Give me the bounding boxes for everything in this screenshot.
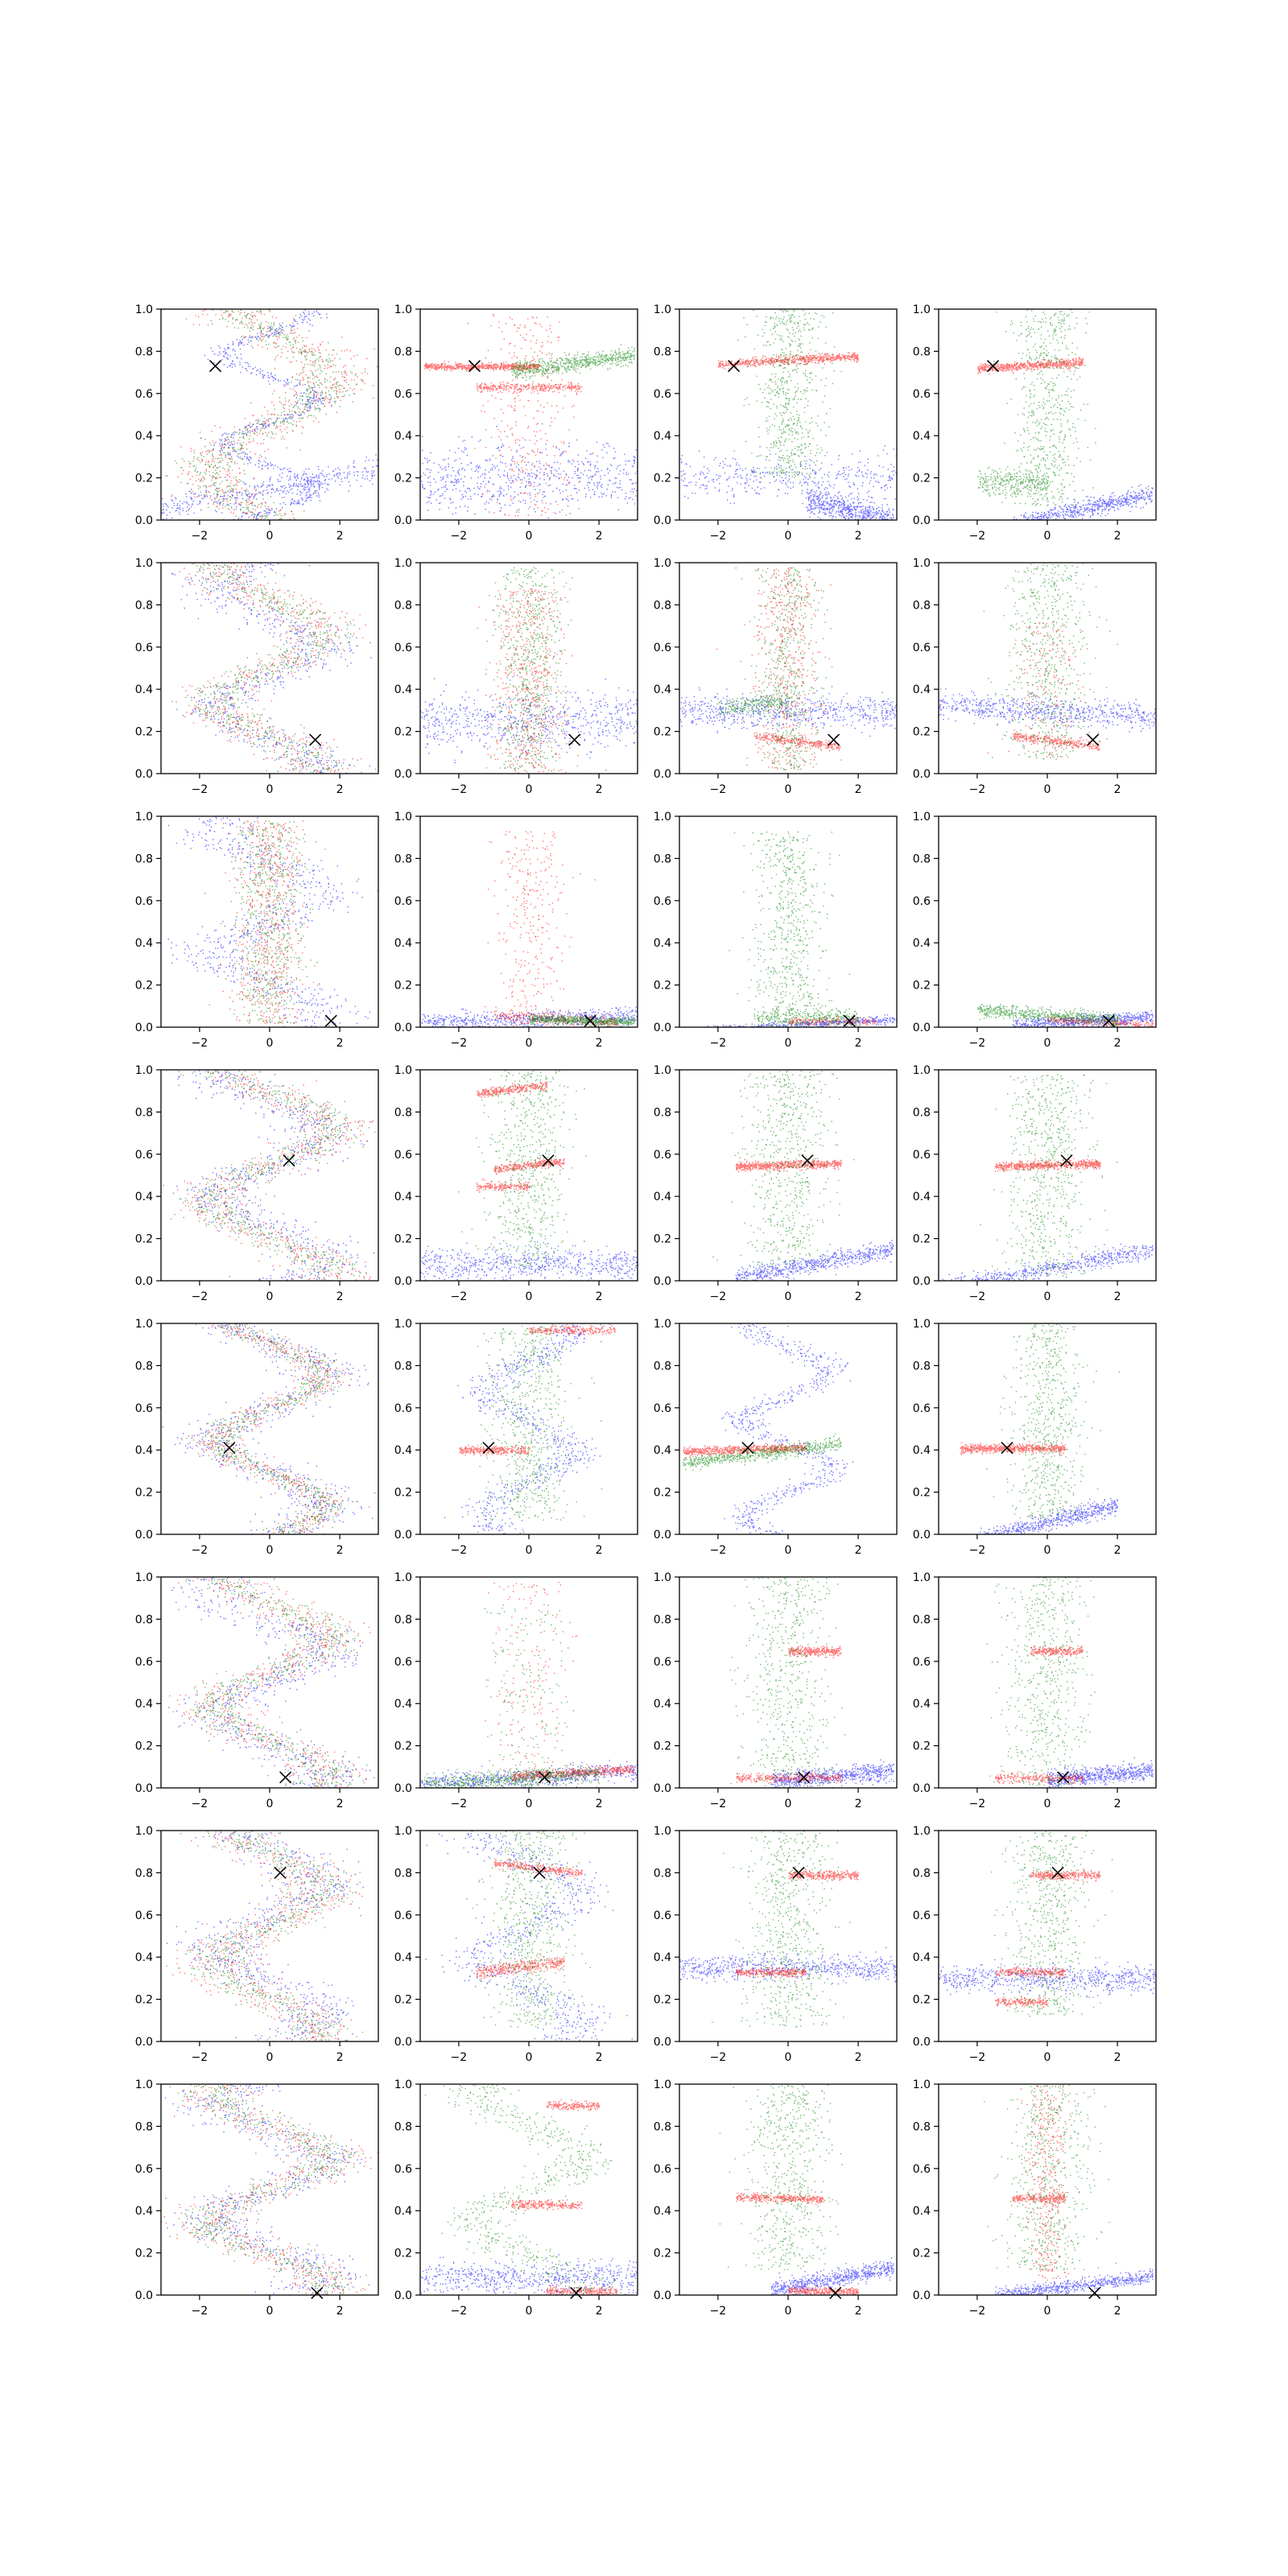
y-tick-label: 0.2 <box>394 1232 412 1246</box>
x-tick-label: 0 <box>525 2305 533 2318</box>
y-tick-label: 0.0 <box>134 768 153 781</box>
x-tick-label: 2 <box>1113 1290 1121 1303</box>
x-tick-label: 2 <box>854 2051 862 2064</box>
x-tick-label: −2 <box>968 783 986 796</box>
y-tick-label: 0.4 <box>653 1698 671 1711</box>
y-tick-label: 0.0 <box>134 514 153 527</box>
y-tick-label: 1.0 <box>653 1825 671 1838</box>
y-tick-label: 0.0 <box>394 514 412 527</box>
y-tick-label: 0.4 <box>653 1191 671 1204</box>
y-tick-label: 0.8 <box>134 599 153 613</box>
y-tick-label: 0.6 <box>394 894 412 908</box>
y-tick-label: 0.4 <box>394 1191 412 1204</box>
x-tick-label: −2 <box>450 1798 468 1810</box>
x-tick-label: 0 <box>266 2051 274 2064</box>
y-tick-label: 1.0 <box>134 1825 153 1838</box>
y-tick-label: 0.2 <box>653 979 671 993</box>
x-tick-label: 2 <box>1113 1037 1121 1050</box>
y-tick-label: 0.8 <box>653 1867 671 1880</box>
y-tick-label: 1.0 <box>653 303 671 316</box>
y-tick-label: 1.0 <box>653 1318 671 1331</box>
y-tick-label: 0.2 <box>134 725 153 739</box>
x-tick-label: 2 <box>1113 2305 1121 2318</box>
x-tick-label: 0 <box>1043 1798 1051 1810</box>
y-tick-label: 1.0 <box>134 2079 153 2091</box>
y-tick-label: 0.4 <box>653 683 671 697</box>
y-tick-label: 0.6 <box>912 641 931 654</box>
x-tick-label: 2 <box>854 1290 862 1303</box>
x-tick-label: 0 <box>784 530 792 543</box>
y-tick-label: 1.0 <box>394 811 412 824</box>
y-tick-label: 0.0 <box>394 1022 412 1034</box>
y-tick-label: 1.0 <box>912 2079 931 2091</box>
x-tick-label: 2 <box>336 2305 344 2318</box>
x-tick-label: −2 <box>968 1544 986 1557</box>
y-tick-label: 0.0 <box>394 1782 412 1795</box>
y-tick-label: 1.0 <box>912 1571 931 1584</box>
y-tick-label: 1.0 <box>134 1571 153 1584</box>
y-tick-label: 0.2 <box>134 1993 153 2007</box>
y-tick-label: 0.6 <box>134 2162 153 2176</box>
x-tick-label: 2 <box>854 530 862 543</box>
y-tick-label: 0.0 <box>134 2289 153 2302</box>
y-tick-label: 0.0 <box>912 1782 931 1795</box>
y-tick-label: 0.6 <box>134 1909 153 1922</box>
x-tick-label: 0 <box>784 1544 792 1557</box>
x-tick-label: 0 <box>784 783 792 796</box>
y-tick-label: 0.6 <box>394 1909 412 1922</box>
x-tick-label: 0 <box>1043 530 1051 543</box>
x-tick-label: 2 <box>336 530 344 543</box>
x-tick-label: −2 <box>968 1290 986 1303</box>
x-tick-label: 2 <box>595 1290 603 1303</box>
x-tick-label: 0 <box>1043 1290 1051 1303</box>
x-tick-label: 0 <box>784 1037 792 1050</box>
x-tick-label: −2 <box>968 530 986 543</box>
y-tick-label: 0.0 <box>394 1529 412 1542</box>
y-tick-label: 0.0 <box>912 2036 931 2049</box>
x-tick-label: 2 <box>336 1544 344 1557</box>
y-tick-label: 0.4 <box>912 683 931 697</box>
x-tick-label: 0 <box>1043 783 1051 796</box>
y-tick-label: 0.8 <box>394 1613 412 1627</box>
y-tick-label: 0.0 <box>394 1275 412 1288</box>
y-tick-label: 0.2 <box>134 472 153 485</box>
y-tick-label: 0.8 <box>134 345 153 359</box>
x-tick-label: 0 <box>525 1798 533 1810</box>
y-tick-label: 0.4 <box>912 1698 931 1711</box>
y-tick-label: 0.0 <box>394 2289 412 2302</box>
y-tick-label: 0.0 <box>653 2289 671 2302</box>
y-tick-label: 0.4 <box>653 1951 671 1965</box>
x-tick-label: 2 <box>1113 1544 1121 1557</box>
y-tick-label: 0.2 <box>394 1993 412 2007</box>
y-tick-label: 0.6 <box>394 387 412 401</box>
y-tick-label: 0.6 <box>912 2162 931 2176</box>
y-tick-label: 0.8 <box>912 1867 931 1880</box>
x-tick-label: −2 <box>191 1290 208 1303</box>
y-tick-label: 0.6 <box>912 894 931 908</box>
y-tick-label: 0.8 <box>653 852 671 866</box>
y-tick-label: 0.6 <box>912 1909 931 1922</box>
y-tick-label: 0.8 <box>653 345 671 359</box>
x-tick-label: 0 <box>784 1290 792 1303</box>
y-tick-label: 0.4 <box>134 1951 153 1965</box>
y-tick-label: 0.0 <box>912 1022 931 1034</box>
y-tick-label: 0.4 <box>653 2205 671 2219</box>
y-tick-label: 0.0 <box>394 2036 412 2049</box>
y-tick-label: 0.6 <box>653 1148 671 1162</box>
x-tick-label: 0 <box>525 783 533 796</box>
y-tick-label: 0.8 <box>912 852 931 866</box>
y-tick-label: 0.8 <box>912 2120 931 2134</box>
x-tick-label: −2 <box>709 530 727 543</box>
y-tick-label: 0.4 <box>394 2205 412 2219</box>
x-tick-label: 2 <box>595 530 603 543</box>
y-tick-label: 0.2 <box>912 1486 931 1500</box>
x-tick-label: 0 <box>784 2051 792 2064</box>
y-tick-label: 1.0 <box>653 2079 671 2091</box>
y-tick-label: 0.2 <box>394 2247 412 2260</box>
x-tick-label: 2 <box>1113 2051 1121 2064</box>
y-tick-label: 0.0 <box>912 1275 931 1288</box>
x-tick-label: 0 <box>266 530 274 543</box>
y-tick-label: 1.0 <box>912 303 931 316</box>
x-tick-label: 2 <box>854 1544 862 1557</box>
y-tick-label: 0.0 <box>653 1529 671 1542</box>
x-tick-label: 0 <box>525 1544 533 1557</box>
y-tick-label: 0.0 <box>912 2289 931 2302</box>
y-tick-label: 0.4 <box>912 1444 931 1458</box>
x-tick-label: 2 <box>595 2305 603 2318</box>
y-tick-label: 1.0 <box>394 1825 412 1838</box>
x-tick-label: −2 <box>450 1290 468 1303</box>
y-tick-label: 0.4 <box>912 937 931 951</box>
y-tick-label: 0.4 <box>134 937 153 951</box>
x-tick-label: 0 <box>266 1290 274 1303</box>
y-tick-label: 0.4 <box>394 1698 412 1711</box>
y-tick-label: 0.4 <box>134 1444 153 1458</box>
y-tick-label: 0.0 <box>134 1529 153 1542</box>
y-tick-label: 0.4 <box>134 430 153 444</box>
y-tick-label: 1.0 <box>134 1318 153 1331</box>
y-tick-label: 1.0 <box>912 1064 931 1077</box>
y-tick-label: 1.0 <box>134 811 153 824</box>
y-tick-label: 1.0 <box>912 557 931 570</box>
y-tick-label: 0.6 <box>653 894 671 908</box>
y-tick-label: 0.0 <box>653 1275 671 1288</box>
y-tick-label: 0.6 <box>912 1655 931 1669</box>
y-tick-label: 0.4 <box>912 430 931 444</box>
y-tick-label: 0.2 <box>134 1740 153 1753</box>
x-tick-label: −2 <box>191 1798 208 1810</box>
x-tick-label: −2 <box>709 2305 727 2318</box>
y-tick-label: 0.6 <box>134 894 153 908</box>
y-tick-label: 0.2 <box>134 1486 153 1500</box>
y-tick-label: 0.2 <box>653 1232 671 1246</box>
y-tick-label: 0.2 <box>912 725 931 739</box>
y-tick-label: 0.2 <box>912 2247 931 2260</box>
y-tick-label: 0.0 <box>912 514 931 527</box>
x-tick-label: −2 <box>450 2305 468 2318</box>
y-tick-label: 0.2 <box>394 1486 412 1500</box>
y-tick-label: 0.8 <box>134 1613 153 1627</box>
y-tick-label: 0.6 <box>653 2162 671 2176</box>
y-tick-label: 0.2 <box>134 2247 153 2260</box>
y-tick-label: 0.8 <box>653 2120 671 2134</box>
y-tick-label: 0.8 <box>394 599 412 613</box>
x-tick-label: 2 <box>336 1798 344 1810</box>
y-tick-label: 0.6 <box>394 641 412 654</box>
y-tick-label: 0.8 <box>394 1867 412 1880</box>
y-tick-label: 0.8 <box>134 1867 153 1880</box>
x-tick-label: 0 <box>266 1037 274 1050</box>
y-tick-label: 0.6 <box>653 387 671 401</box>
x-tick-label: −2 <box>968 2305 986 2318</box>
x-tick-label: 0 <box>525 1037 533 1050</box>
y-tick-label: 0.0 <box>653 1782 671 1795</box>
y-tick-label: 1.0 <box>134 303 153 316</box>
x-tick-label: 0 <box>525 530 533 543</box>
y-tick-label: 0.8 <box>912 599 931 613</box>
y-tick-label: 0.6 <box>653 1655 671 1669</box>
x-tick-label: −2 <box>450 1544 468 1557</box>
y-tick-label: 0.6 <box>394 1402 412 1415</box>
y-tick-label: 0.2 <box>394 725 412 739</box>
y-tick-label: 0.2 <box>653 1993 671 2007</box>
y-tick-label: 0.8 <box>394 852 412 866</box>
x-tick-label: 0 <box>1043 1544 1051 1557</box>
y-tick-label: 0.4 <box>653 1444 671 1458</box>
y-tick-label: 0.2 <box>653 725 671 739</box>
y-tick-label: 0.4 <box>912 1191 931 1204</box>
x-tick-label: 0 <box>784 2305 792 2318</box>
y-tick-label: 0.8 <box>653 1613 671 1627</box>
x-tick-label: 0 <box>266 1798 274 1810</box>
y-tick-label: 0.8 <box>134 852 153 866</box>
y-tick-label: 0.2 <box>653 1486 671 1500</box>
x-tick-label: 2 <box>1113 530 1121 543</box>
y-tick-label: 1.0 <box>912 811 931 824</box>
y-tick-label: 0.8 <box>394 2120 412 2134</box>
x-tick-label: −2 <box>709 1290 727 1303</box>
y-tick-label: 0.8 <box>912 1613 931 1627</box>
y-tick-label: 0.4 <box>653 937 671 951</box>
x-tick-label: −2 <box>450 2051 468 2064</box>
y-tick-label: 0.0 <box>653 768 671 781</box>
y-tick-label: 0.0 <box>134 2036 153 2049</box>
x-tick-label: −2 <box>709 783 727 796</box>
y-tick-label: 1.0 <box>912 1825 931 1838</box>
y-tick-label: 0.4 <box>912 2205 931 2219</box>
x-tick-label: 2 <box>336 783 344 796</box>
y-tick-label: 0.6 <box>134 1655 153 1669</box>
x-tick-label: 0 <box>1043 2305 1051 2318</box>
y-tick-label: 0.2 <box>653 2247 671 2260</box>
y-tick-label: 0.0 <box>912 768 931 781</box>
x-tick-label: 2 <box>854 783 862 796</box>
y-tick-label: 1.0 <box>653 811 671 824</box>
y-tick-label: 1.0 <box>134 557 153 570</box>
y-tick-label: 0.0 <box>134 1275 153 1288</box>
y-tick-label: 0.8 <box>912 1360 931 1373</box>
y-tick-label: 1.0 <box>653 1571 671 1584</box>
x-tick-label: −2 <box>709 2051 727 2064</box>
y-tick-label: 0.0 <box>394 768 412 781</box>
y-tick-label: 1.0 <box>394 2079 412 2091</box>
y-tick-label: 0.8 <box>653 1360 671 1373</box>
y-tick-label: 0.4 <box>134 2205 153 2219</box>
y-tick-label: 0.6 <box>653 641 671 654</box>
y-tick-label: 0.4 <box>394 937 412 951</box>
y-tick-label: 0.0 <box>134 1782 153 1795</box>
y-tick-label: 0.2 <box>653 472 671 485</box>
x-tick-label: −2 <box>191 1544 208 1557</box>
x-tick-label: 2 <box>854 1798 862 1810</box>
y-tick-label: 0.8 <box>134 2120 153 2134</box>
y-tick-label: 0.4 <box>134 1191 153 1204</box>
y-tick-label: 0.4 <box>134 1698 153 1711</box>
x-tick-label: 2 <box>1113 1798 1121 1810</box>
y-tick-label: 1.0 <box>394 303 412 316</box>
x-tick-label: −2 <box>450 530 468 543</box>
x-tick-label: 0 <box>525 1290 533 1303</box>
y-tick-label: 0.6 <box>394 2162 412 2176</box>
x-tick-label: 0 <box>1043 1037 1051 1050</box>
y-tick-label: 0.0 <box>653 2036 671 2049</box>
y-tick-label: 0.6 <box>134 1148 153 1162</box>
x-tick-label: 2 <box>595 2051 603 2064</box>
x-tick-label: 0 <box>525 2051 533 2064</box>
x-tick-label: −2 <box>191 1037 208 1050</box>
y-tick-label: 1.0 <box>653 1064 671 1077</box>
x-tick-label: 2 <box>595 1037 603 1050</box>
y-tick-label: 0.4 <box>394 1444 412 1458</box>
y-tick-label: 1.0 <box>653 557 671 570</box>
y-tick-label: 0.6 <box>912 387 931 401</box>
x-tick-label: −2 <box>968 2051 986 2064</box>
x-tick-label: −2 <box>709 1544 727 1557</box>
x-tick-label: −2 <box>709 1798 727 1810</box>
x-tick-label: −2 <box>191 530 208 543</box>
y-tick-label: 0.2 <box>134 1232 153 1246</box>
y-tick-label: 0.6 <box>912 1148 931 1162</box>
y-tick-label: 0.6 <box>134 641 153 654</box>
x-tick-label: −2 <box>968 1037 986 1050</box>
y-tick-label: 0.2 <box>912 1232 931 1246</box>
y-tick-label: 0.6 <box>653 1402 671 1415</box>
y-tick-label: 0.4 <box>394 430 412 444</box>
y-tick-label: 0.0 <box>912 1529 931 1542</box>
y-tick-label: 0.2 <box>394 979 412 993</box>
y-tick-label: 0.6 <box>394 1148 412 1162</box>
x-tick-label: −2 <box>191 783 208 796</box>
x-tick-label: 0 <box>1043 2051 1051 2064</box>
x-tick-label: 2 <box>336 2051 344 2064</box>
x-tick-label: −2 <box>709 1037 727 1050</box>
y-tick-label: 0.2 <box>394 1740 412 1753</box>
y-tick-label: 0.2 <box>394 472 412 485</box>
y-tick-label: 0.6 <box>134 1402 153 1415</box>
y-tick-label: 1.0 <box>394 557 412 570</box>
x-tick-label: −2 <box>450 783 468 796</box>
y-tick-label: 0.0 <box>653 514 671 527</box>
x-tick-label: 2 <box>854 2305 862 2318</box>
y-tick-label: 0.2 <box>912 979 931 993</box>
x-tick-label: −2 <box>968 1798 986 1810</box>
x-tick-label: 2 <box>595 783 603 796</box>
x-tick-label: 2 <box>336 1037 344 1050</box>
x-tick-label: 0 <box>266 2305 274 2318</box>
x-tick-label: −2 <box>191 2305 208 2318</box>
x-tick-label: 2 <box>854 1037 862 1050</box>
y-tick-label: 0.6 <box>394 1655 412 1669</box>
y-tick-label: 0.8 <box>394 345 412 359</box>
y-tick-label: 0.2 <box>912 1993 931 2007</box>
y-tick-label: 0.4 <box>394 1951 412 1965</box>
y-tick-label: 0.2 <box>912 1740 931 1753</box>
x-tick-label: 0 <box>784 1798 792 1810</box>
y-tick-label: 0.6 <box>912 1402 931 1415</box>
y-tick-label: 0.8 <box>394 1360 412 1373</box>
y-tick-label: 0.8 <box>653 599 671 613</box>
y-tick-label: 0.6 <box>653 1909 671 1922</box>
y-tick-label: 0.8 <box>134 1360 153 1373</box>
y-tick-label: 0.0 <box>653 1022 671 1034</box>
y-tick-label: 0.2 <box>912 472 931 485</box>
y-tick-label: 0.4 <box>912 1951 931 1965</box>
y-tick-label: 1.0 <box>134 1064 153 1077</box>
y-tick-label: 0.4 <box>653 430 671 444</box>
x-tick-label: −2 <box>191 2051 208 2064</box>
y-tick-label: 0.2 <box>653 1740 671 1753</box>
x-tick-label: 2 <box>336 1290 344 1303</box>
y-tick-label: 0.0 <box>134 1022 153 1034</box>
y-tick-label: 0.8 <box>394 1106 412 1120</box>
y-tick-label: 0.8 <box>912 1106 931 1120</box>
y-tick-label: 0.4 <box>394 683 412 697</box>
y-tick-label: 0.8 <box>912 345 931 359</box>
x-tick-label: 2 <box>595 1544 603 1557</box>
y-tick-label: 1.0 <box>394 1318 412 1331</box>
y-tick-label: 0.8 <box>134 1106 153 1120</box>
x-tick-label: 2 <box>1113 783 1121 796</box>
x-tick-label: 0 <box>266 1544 274 1557</box>
y-tick-label: 0.4 <box>134 683 153 697</box>
x-tick-label: −2 <box>450 1037 468 1050</box>
x-tick-label: 2 <box>595 1798 603 1810</box>
y-tick-label: 1.0 <box>394 1571 412 1584</box>
y-tick-label: 1.0 <box>394 1064 412 1077</box>
y-tick-label: 0.6 <box>134 387 153 401</box>
x-tick-label: 0 <box>266 783 274 796</box>
y-tick-label: 0.2 <box>134 979 153 993</box>
y-tick-label: 0.8 <box>653 1106 671 1120</box>
y-tick-label: 1.0 <box>912 1318 931 1331</box>
